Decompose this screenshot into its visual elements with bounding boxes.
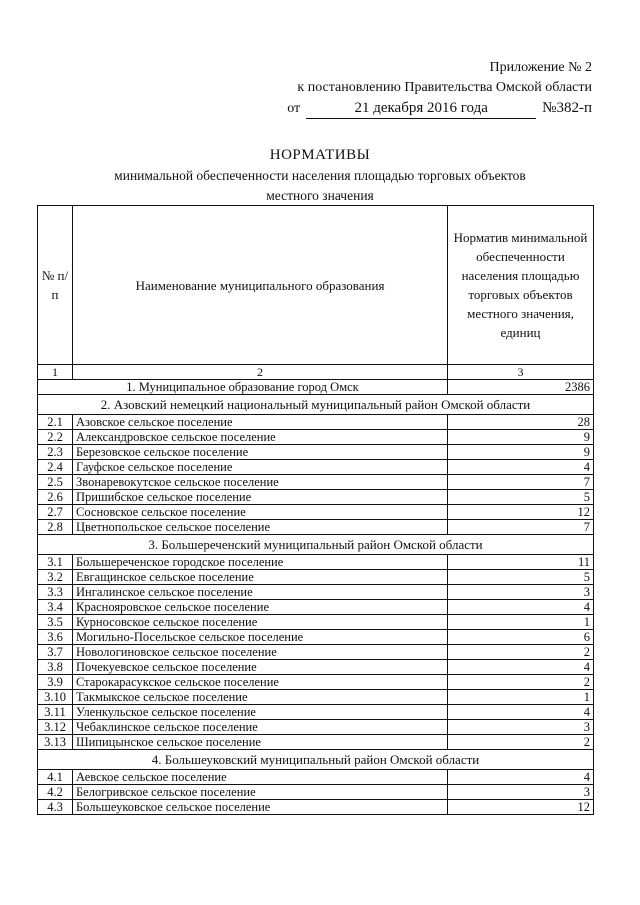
header-name: Наименование муниципального образования [73,206,448,365]
row-number: 2.3 [38,445,73,460]
total-row-value: 2386 [448,380,594,395]
row-number: 3.2 [38,570,73,585]
row-number: 3.6 [38,630,73,645]
row-name: Евгащинское сельское поселение [73,570,448,585]
row-number: 3.7 [38,645,73,660]
column-number: 3 [448,365,594,380]
row-number: 3.12 [38,720,73,735]
row-value: 4 [448,770,594,785]
row-number: 3.9 [38,675,73,690]
table-row [38,690,594,705]
section-title: 2. Азовский немецкий национальный муниципальный район Омской области [38,395,594,415]
appendix-title: Приложение № 2 [489,60,592,75]
row-name: Пришибское сельское поселение [73,490,448,505]
row-number: 2.5 [38,475,73,490]
row-number: 2.1 [38,415,73,430]
row-value: 2 [448,645,594,660]
table-row [38,460,594,475]
row-number: 2.8 [38,520,73,535]
appendix-decree: к постановлению Правительства Омской области [297,80,592,95]
title-subtitle-2: местного значения [266,188,374,203]
header-value: Норматив минимальной обеспеченности населения площадью торговых объектов местного значения, единиц [448,206,594,365]
appendix-date: 21 декабря 2016 года [306,98,536,119]
row-number: 2.4 [38,460,73,475]
row-value: 4 [448,705,594,720]
row-name: Могильно-Посельское сельское поселение [73,630,448,645]
row-value: 28 [448,415,594,430]
row-number: 4.1 [38,770,73,785]
appendix-date-line [287,98,592,119]
row-number: 3.10 [38,690,73,705]
row-value: 6 [448,630,594,645]
row-value: 9 [448,430,594,445]
norms-table [37,205,594,815]
row-value: 7 [448,520,594,535]
row-value: 2 [448,735,594,750]
table-row [38,785,594,800]
row-number: 2.7 [38,505,73,520]
row-number: 3.5 [38,615,73,630]
table-row [38,645,594,660]
appendix-date-prefix: от [287,101,301,116]
row-name: Почекуевское сельское поселение [73,660,448,675]
row-name: Цветнопольское сельское поселение [73,520,448,535]
row-value: 9 [448,445,594,460]
table-row [38,475,594,490]
table-row [38,735,594,750]
row-name: Старокарасукское сельское поселение [73,675,448,690]
row-name: Александровское сельское поселение [73,430,448,445]
row-name: Такмыкское сельское поселение [73,690,448,705]
row-number: 4.2 [38,785,73,800]
row-number: 3.4 [38,600,73,615]
column-number: 1 [38,365,73,380]
row-value: 3 [448,585,594,600]
row-number: 3.1 [38,555,73,570]
row-name: Уленкульское сельское поселение [73,705,448,720]
row-value: 4 [448,600,594,615]
section-row [38,750,594,770]
table-row [38,445,594,460]
table-row [38,585,594,600]
row-name: Большеуковское сельское поселение [73,800,448,815]
total-row [38,380,594,395]
row-value: 1 [448,690,594,705]
row-name: Краснояровское сельское поселение [73,600,448,615]
table-row [38,630,594,645]
table-row [38,660,594,675]
table-row [38,520,594,535]
row-value: 3 [448,785,594,800]
row-value: 7 [448,475,594,490]
table-row [38,705,594,720]
row-value: 2 [448,675,594,690]
row-value: 4 [448,660,594,675]
row-name: Белогривское сельское поселение [73,785,448,800]
column-number-row [38,365,594,380]
column-number: 2 [73,365,448,380]
table-header-row [38,206,594,365]
row-number: 3.3 [38,585,73,600]
row-name: Азовское сельское поселение [73,415,448,430]
row-value: 1 [448,615,594,630]
table-row [38,675,594,690]
row-value: 12 [448,800,594,815]
row-name: Большереченское городское поселение [73,555,448,570]
row-name: Курносовское сельское поселение [73,615,448,630]
document-title [0,146,640,204]
row-number: 3.8 [38,660,73,675]
row-number: 2.6 [38,490,73,505]
row-value: 5 [448,570,594,585]
section-row [38,395,594,415]
section-title: 3. Большереченский муниципальный район Омской области [38,535,594,555]
title-heading: НОРМАТИВЫ [269,147,371,163]
table-row [38,505,594,520]
section-title: 4. Большеуковский муниципальный район Омской области [38,750,594,770]
row-number: 3.13 [38,735,73,750]
row-value: 3 [448,720,594,735]
row-name: Ингалинское сельское поселение [73,585,448,600]
table-row [38,600,594,615]
table-row [38,430,594,445]
appendix-number: №382-п [542,100,592,116]
appendix-block [287,58,592,119]
table-row [38,615,594,630]
row-number: 4.3 [38,800,73,815]
total-row-name: 1. Муниципальное образование город Омск [38,380,448,395]
row-value: 5 [448,490,594,505]
row-number: 3.11 [38,705,73,720]
table-row [38,720,594,735]
title-subtitle-1: минимальной обеспеченности населения площадью торговых объектов [114,168,526,183]
row-name: Чебаклинское сельское поселение [73,720,448,735]
section-row [38,535,594,555]
row-name: Сосновское сельское поселение [73,505,448,520]
row-name: Звонаревокутское сельское поселение [73,475,448,490]
row-number: 2.2 [38,430,73,445]
row-name: Гауфское сельское поселение [73,460,448,475]
table-row [38,555,594,570]
row-value: 11 [448,555,594,570]
row-name: Березовское сельское поселение [73,445,448,460]
table-row [38,415,594,430]
row-name: Аевское сельское поселение [73,770,448,785]
row-value: 4 [448,460,594,475]
row-value: 12 [448,505,594,520]
table-row [38,490,594,505]
table-row [38,800,594,815]
table-row [38,770,594,785]
table-row [38,570,594,585]
row-name: Новологиновское сельское поселение [73,645,448,660]
row-name: Шипицынское сельское поселение [73,735,448,750]
header-num: № п/п [38,206,73,365]
